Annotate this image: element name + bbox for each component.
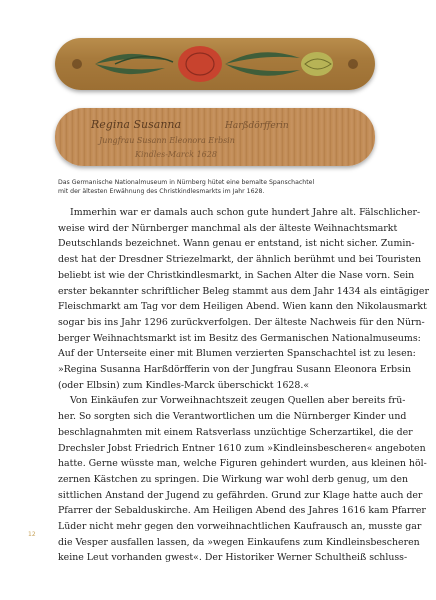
paragraph-1-line: weise wird der Nürnberger manchmal als der älteste Weihnachtsmarkt [58, 222, 398, 234]
paragraph-2-line: Pfarrer der Sebalduskirche. Am Heiligen Abend des Jahres 1616 kam Pfarrer [58, 505, 426, 517]
leaf-left-lower [95, 64, 165, 74]
image-caption [58, 178, 388, 196]
caption-line: Das Germanische Nationalmuseum in Nürnberg hütet eine bemalte Spanschachtel [58, 179, 315, 186]
red-pomegranate-motif [178, 46, 222, 82]
paragraph-1-line: (oder Elbsin) zum Kindles-Marck überschickt 1628.« [58, 379, 310, 391]
paragraph-2-line: beschlagnahmten mit einem Ratsverlass unzüchtige Scherzartikel, die der [58, 426, 413, 438]
paragraph-1-line: sogar bis ins Jahr 1296 zurückverfolgen. Der älteste Nachweis für den Nürn- [58, 316, 425, 328]
paragraph-1-line: Deutschlands bezeichnet. Wann genau er entstand, ist nicht sicher. Zumin- [58, 238, 415, 250]
inscription-line-2: Harßdörfferin [225, 121, 289, 131]
yellow-flower-motif [301, 52, 333, 76]
box-base-photo [55, 108, 375, 166]
body-text [58, 205, 429, 566]
paragraph-1-line: Immerhin war er damals auch schon gute hundert Jahre alt. Fälschlicher- [70, 207, 421, 218]
paragraph-2-line: Drechsler Jobst Friedrich Entner 1610 zum »Kindleinsbescheren« angeboten [58, 442, 426, 454]
leaf-right-upper [225, 52, 300, 64]
paragraph-1-line: »Regina Susanna Harßdörfferin von der Jungfrau Susann Eleonora Erbsin [58, 364, 412, 376]
paragraph-1-line: erster bekannter schriftlicher Beleg stammt aus dem Jahr 1434 als eintägiger [58, 285, 429, 297]
paragraph-1-line: beliebt ist wie der Christkindlesmarkt, in Sachen Alter die Nase vorn. Sein [58, 269, 415, 281]
paragraph-2-line: her. So sorgten sich die Verantwortlichen um die Nürnberger Kinder und [58, 411, 407, 423]
inscribed-base-illustration [55, 108, 375, 166]
inscription-line-1: Regina Susanna [91, 118, 182, 131]
paragraph-2-line: die Vesper ausfallen lassen, da »wegen Einkaufens zum Kindleinsbescheren [58, 536, 420, 548]
painted-lid-illustration [55, 38, 375, 90]
leaf-right-lower [225, 64, 300, 76]
paragraph-2-line: sittlichen Anstand der Jugend zu gefährden. Grund zur Klage hatte auch der [58, 489, 423, 501]
paragraph-1-line: Auf der Unterseite einer mit Blumen verzierten Spanschachtel ist zu lesen: [58, 348, 416, 360]
paragraph-1-line: berger Weihnachtsmarkt ist im Besitz des Germanischen Nationalmuseums: [58, 332, 421, 344]
paragraph-2-line: Lüder nicht mehr gegen den vorweihnachtlichen Kaufrausch an, musste gar [58, 521, 422, 533]
paragraph-2-line: hatte. Gerne wüsste man, welche Figuren gehindert wurden, aus kleinen höl- [58, 458, 427, 470]
paragraph-1-line: Fleischmarkt am Tag vor dem Heiligen Abend. Wien kann den Nikolausmarkt [58, 301, 427, 313]
paragraph-1-line: dest hat der Dresdner Striezelmarkt, der ähnlich berühmt und bei Touristen [58, 254, 422, 266]
inscription-line-4: Kindles-Marck 1628 [135, 150, 217, 159]
paragraph-2-line: zernen Kästchen zu springen. Die Wirkung war wohl derb genug, um den [58, 473, 409, 485]
paragraph-2-line: keine Leut vorhanden gwest«. Der Historiker Werner Schultheiß schluss- [58, 552, 408, 564]
inscription-line-3: Jungfrau Susann Eleonora Erbsin [99, 136, 235, 145]
page-number: 12 [28, 531, 36, 538]
box-lid-photo [55, 38, 375, 90]
paragraph-2-line: Von Einkäufen zur Vorweihnachtszeit zeugen Quellen aber bereits frü- [70, 395, 406, 407]
lid-ornament-right [348, 59, 358, 69]
lid-ornament-left [72, 59, 82, 69]
caption-line: mit der ältesten Erwähnung des Christkindlesmarkts im Jahr 1628. [58, 188, 265, 195]
